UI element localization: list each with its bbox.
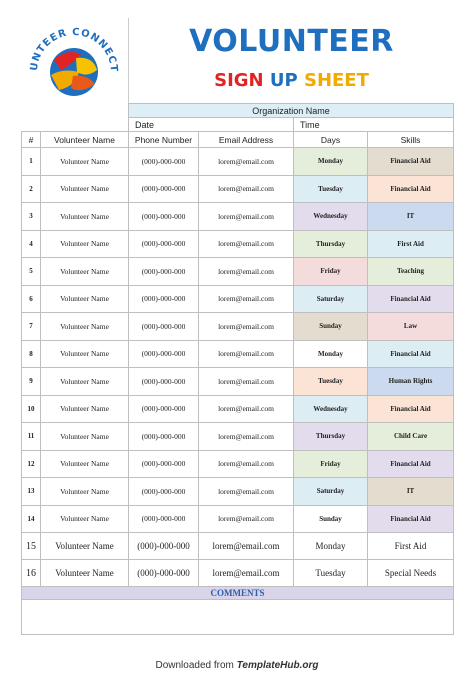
row-number: 7 xyxy=(22,313,41,341)
date-field[interactable]: Date xyxy=(129,118,294,132)
email-address-cell[interactable]: lorem@email.com xyxy=(199,368,294,396)
column-header-days: Days xyxy=(294,132,368,148)
skill-cell[interactable]: Child Care xyxy=(368,423,454,451)
row-number: 15 xyxy=(22,533,41,560)
skill-cell[interactable]: Financial Aid xyxy=(368,340,454,368)
table-row xyxy=(22,230,454,258)
column-header-email: Email Address xyxy=(199,132,294,148)
footer-site-link[interactable]: TemplateHub.org xyxy=(236,660,319,671)
volunteer-name-cell[interactable]: Volunteer Name xyxy=(41,395,129,423)
skill-cell[interactable]: First Aid xyxy=(368,230,454,258)
row-number: 16 xyxy=(22,560,41,587)
comments-header: COMMENTS xyxy=(22,587,454,600)
row-number: 3 xyxy=(22,203,41,231)
table-row xyxy=(22,368,454,396)
table-row xyxy=(22,340,454,368)
phone-number-cell[interactable]: (000)-000-000 xyxy=(129,560,199,587)
row-number: 11 xyxy=(22,423,41,451)
volunteer-name-cell[interactable]: Volunteer Name xyxy=(41,148,129,176)
skill-cell[interactable]: Financial Aid xyxy=(368,395,454,423)
phone-number-cell[interactable]: (000)-000-000 xyxy=(129,478,199,506)
email-address-cell[interactable]: lorem@email.com xyxy=(199,203,294,231)
volunteer-name-cell[interactable]: Volunteer Name xyxy=(41,478,129,506)
skill-cell[interactable]: IT xyxy=(368,478,454,506)
volunteer-name-cell[interactable]: Volunteer Name xyxy=(41,285,129,313)
volunteer-name-cell[interactable]: Volunteer Name xyxy=(41,423,129,451)
phone-number-cell[interactable]: (000)-000-000 xyxy=(129,395,199,423)
email-address-cell[interactable]: lorem@email.com xyxy=(199,505,294,533)
table-row xyxy=(22,148,454,176)
volunteer-name-cell[interactable]: Volunteer Name xyxy=(41,258,129,286)
row-number: 8 xyxy=(22,340,41,368)
table-row xyxy=(22,478,454,506)
phone-number-cell[interactable]: (000)-000-000 xyxy=(129,148,199,176)
volunteer-name-cell[interactable]: Volunteer Name xyxy=(41,533,129,560)
email-address-cell[interactable]: lorem@email.com xyxy=(199,395,294,423)
day-cell[interactable]: Tuesday xyxy=(294,368,368,396)
day-cell[interactable]: Wednesday xyxy=(294,395,368,423)
table-row xyxy=(22,258,454,286)
table-row xyxy=(22,313,454,341)
phone-number-cell[interactable]: (000)-000-000 xyxy=(129,423,199,451)
column-header-skills: Skills xyxy=(368,132,454,148)
page-subtitle xyxy=(130,70,453,91)
day-cell[interactable]: Wednesday xyxy=(294,203,368,231)
phone-number-cell[interactable]: (000)-000-000 xyxy=(129,203,199,231)
phone-number-cell[interactable]: (000)-000-000 xyxy=(129,368,199,396)
skill-cell[interactable]: Financial Aid xyxy=(368,285,454,313)
subtitle-word: SIGN xyxy=(214,70,264,91)
column-header-name: Volunteer Name xyxy=(41,132,129,148)
day-cell[interactable]: Monday xyxy=(294,533,368,560)
email-address-cell[interactable]: lorem@email.com xyxy=(199,175,294,203)
volunteer-name-cell[interactable]: Volunteer Name xyxy=(41,175,129,203)
email-address-cell[interactable]: lorem@email.com xyxy=(199,560,294,587)
table-row xyxy=(22,395,454,423)
email-address-cell[interactable]: lorem@email.com xyxy=(199,285,294,313)
phone-number-cell[interactable]: (000)-000-000 xyxy=(129,450,199,478)
volunteer-name-cell[interactable]: Volunteer Name xyxy=(41,505,129,533)
phone-number-cell[interactable]: (000)-000-000 xyxy=(129,230,199,258)
day-cell[interactable]: Tuesday xyxy=(294,175,368,203)
skill-cell[interactable]: Financial Aid xyxy=(368,175,454,203)
day-cell[interactable]: Sunday xyxy=(294,313,368,341)
volunteer-name-cell[interactable]: Volunteer Name xyxy=(41,313,129,341)
row-number: 9 xyxy=(22,368,41,396)
day-cell[interactable]: Saturday xyxy=(294,285,368,313)
email-address-cell[interactable]: lorem@email.com xyxy=(199,340,294,368)
email-address-cell[interactable]: lorem@email.com xyxy=(199,423,294,451)
email-address-cell[interactable]: lorem@email.com xyxy=(199,230,294,258)
column-header-number: # xyxy=(22,132,41,148)
skill-cell[interactable]: Teaching xyxy=(368,258,454,286)
skill-cell[interactable]: Special Needs xyxy=(368,560,454,587)
volunteer-name-cell[interactable]: Volunteer Name xyxy=(41,450,129,478)
phone-number-cell[interactable]: (000)-000-000 xyxy=(129,505,199,533)
volunteer-name-cell[interactable]: Volunteer Name xyxy=(41,368,129,396)
volunteer-name-cell[interactable]: Volunteer Name xyxy=(41,230,129,258)
skill-cell[interactable]: IT xyxy=(368,203,454,231)
logo-text: UNTEER CONNECT xyxy=(28,26,120,73)
row-number: 13 xyxy=(22,478,41,506)
day-cell[interactable]: Friday xyxy=(294,450,368,478)
table-row xyxy=(22,505,454,533)
day-cell[interactable]: Thursday xyxy=(294,423,368,451)
row-number: 14 xyxy=(22,505,41,533)
page-title: VOLUNTEER xyxy=(189,24,394,59)
day-cell[interactable]: Monday xyxy=(294,148,368,176)
column-header-phone: Phone Number xyxy=(129,132,199,148)
row-number: 2 xyxy=(22,175,41,203)
skill-cell[interactable]: Law xyxy=(368,313,454,341)
row-number: 12 xyxy=(22,450,41,478)
table-row xyxy=(22,203,454,231)
day-cell[interactable]: Thursday xyxy=(294,230,368,258)
table-row xyxy=(22,533,454,560)
row-number: 6 xyxy=(22,285,41,313)
row-number: 10 xyxy=(22,395,41,423)
table-row xyxy=(22,285,454,313)
email-address-cell[interactable]: lorem@email.com xyxy=(199,450,294,478)
skill-cell[interactable]: Human Rights xyxy=(368,368,454,396)
row-number: 4 xyxy=(22,230,41,258)
table-row xyxy=(22,423,454,451)
phone-number-cell[interactable]: (000)-000-000 xyxy=(129,175,199,203)
table-row xyxy=(22,175,454,203)
day-cell[interactable]: Saturday xyxy=(294,478,368,506)
phone-number-cell[interactable]: (000)-000-000 xyxy=(129,533,199,560)
time-field[interactable]: Time xyxy=(294,118,454,132)
subtitle-word: UP xyxy=(269,70,298,91)
day-cell[interactable]: Monday xyxy=(294,340,368,368)
volunteer-name-cell[interactable]: Volunteer Name xyxy=(41,340,129,368)
row-number: 1 xyxy=(22,148,41,176)
skill-cell[interactable]: Financial Aid xyxy=(368,505,454,533)
subtitle-word: SHEET xyxy=(303,70,369,91)
phone-number-cell[interactable]: (000)-000-000 xyxy=(129,340,199,368)
signup-table xyxy=(21,103,454,635)
skill-cell[interactable]: Financial Aid xyxy=(368,450,454,478)
volunteer-name-cell[interactable]: Volunteer Name xyxy=(41,560,129,587)
email-address-cell[interactable]: lorem@email.com xyxy=(199,148,294,176)
table-row xyxy=(22,450,454,478)
day-cell[interactable]: Sunday xyxy=(294,505,368,533)
volunteer-name-cell[interactable]: Volunteer Name xyxy=(41,203,129,231)
email-address-cell[interactable]: lorem@email.com xyxy=(199,478,294,506)
email-address-cell[interactable]: lorem@email.com xyxy=(199,313,294,341)
email-address-cell[interactable]: lorem@email.com xyxy=(199,533,294,560)
skill-cell[interactable]: First Aid xyxy=(368,533,454,560)
footer-credit xyxy=(0,660,474,671)
phone-number-cell[interactable]: (000)-000-000 xyxy=(129,258,199,286)
day-cell[interactable]: Friday xyxy=(294,258,368,286)
skill-cell[interactable]: Financial Aid xyxy=(368,148,454,176)
phone-number-cell[interactable]: (000)-000-000 xyxy=(129,313,199,341)
table-row xyxy=(22,560,454,587)
comments-field[interactable] xyxy=(22,600,454,635)
phone-number-cell[interactable]: (000)-000-000 xyxy=(129,285,199,313)
email-address-cell[interactable]: lorem@email.com xyxy=(199,258,294,286)
day-cell[interactable]: Tuesday xyxy=(294,560,368,587)
organization-name-field[interactable]: Organization Name xyxy=(129,104,454,118)
row-number: 5 xyxy=(22,258,41,286)
footer-prefix: Downloaded from xyxy=(155,660,237,671)
